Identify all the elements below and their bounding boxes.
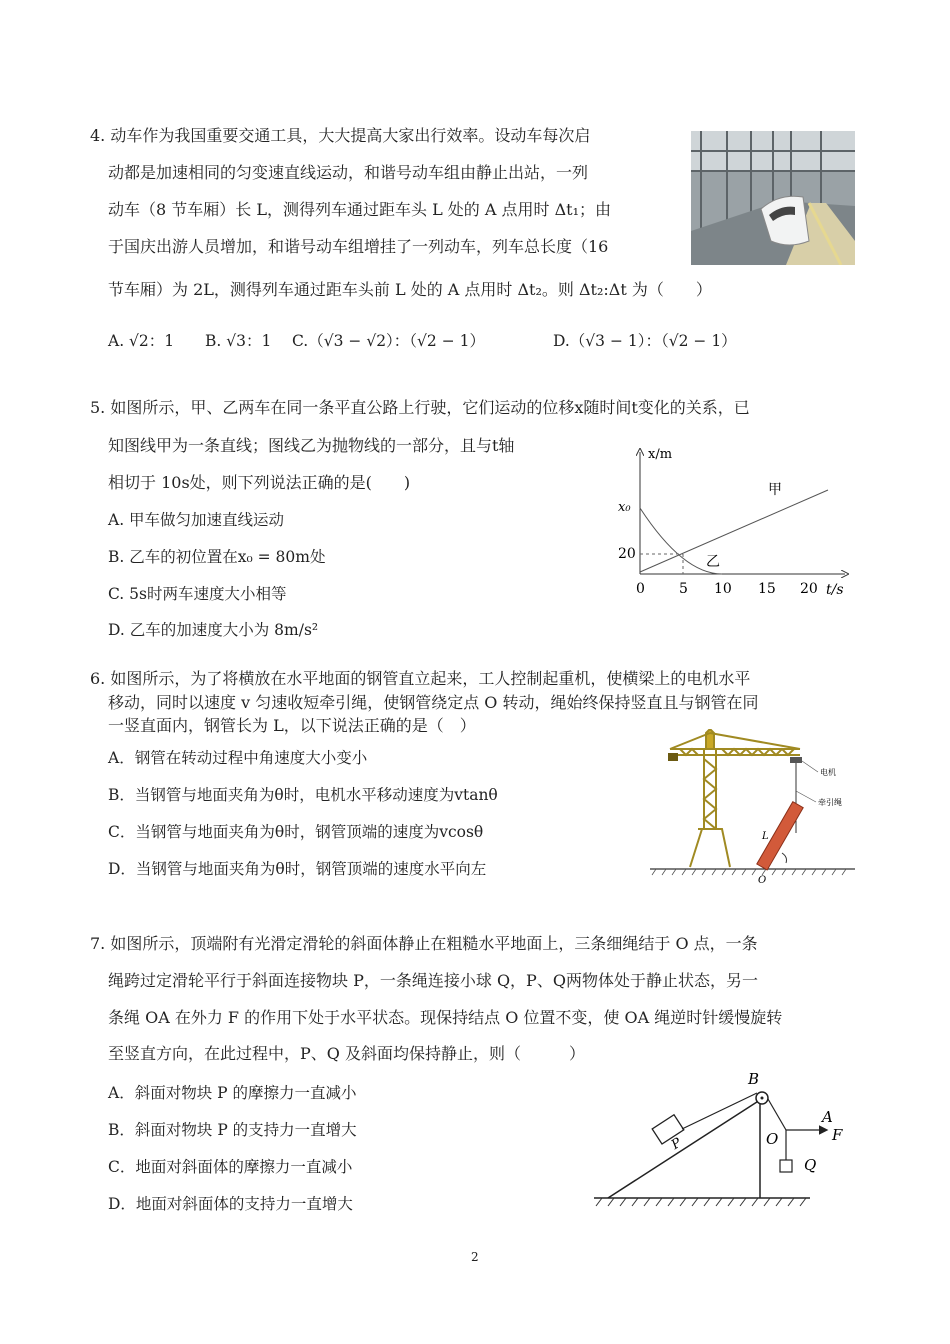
- q7-option-d: D．地面对斜面体的支持力一直增大: [108, 1195, 353, 1213]
- incline: [608, 1100, 760, 1198]
- q7-option-a: A．斜面对物块 P 的摩擦力一直减小: [108, 1084, 357, 1102]
- label-a: A: [822, 1108, 833, 1126]
- q5-line-3: 相切于 10s处，则下列说法正确的是( ): [108, 473, 411, 492]
- q7-option-c: C．地面对斜面体的摩擦力一直减小: [108, 1158, 353, 1176]
- q7-option-b: B．斜面对物块 P 的支持力一直增大: [108, 1121, 357, 1139]
- line-jia: [640, 490, 828, 572]
- length-label: L: [762, 831, 769, 842]
- ball-q: [780, 1160, 792, 1172]
- label-q: Q: [804, 1156, 817, 1174]
- q7-line-1: 7. 如图所示，顶端附有光滑定滑轮的斜面体静止在粗糙水平地面上，三条细绳结于 O 点，一条: [90, 934, 758, 953]
- xtick-5: 5: [679, 581, 688, 597]
- q6-option-a: A．钢管在转动过程中角速度大小变小: [108, 749, 368, 767]
- label-o: O: [766, 1130, 779, 1148]
- label-p: P: [668, 1135, 685, 1153]
- incline-figure: [590, 1068, 860, 1218]
- xlabel: t/s: [826, 582, 844, 598]
- q5-option-a: A. 甲车做匀加速直线运动: [108, 511, 285, 529]
- q4-line-3: 动车（8 节车厢）长 L，测得列车通过距车头 L 处的 A 点用时 Δt₁；由: [108, 200, 611, 219]
- q4-option-b: B. √3：1: [205, 332, 272, 350]
- motor-box: [790, 757, 802, 763]
- series-yi-label: 乙: [706, 554, 720, 570]
- q4-line-4: 于国庆出游人员增加，和谐号动车组增挂了一列动车，列车总长度（16: [108, 237, 609, 256]
- label-b: B: [748, 1070, 760, 1088]
- train-photo: [691, 131, 855, 265]
- rope-label: 牵引绳: [818, 798, 842, 807]
- q4-line-1: 4. 动车作为我国重要交通工具，大大提高大家出行效率。设动车每次启: [90, 126, 591, 145]
- xtick-20: 20: [800, 581, 818, 597]
- counterweight: [668, 753, 678, 761]
- q7-line-3: 条绳 OA 在外力 F 的作用下处于水平状态。现保持结点 O 位置不变，使 OA 绳逆时针缓慢旋转: [108, 1008, 783, 1027]
- xtick-10: 10: [714, 581, 732, 597]
- q7-line-2: 绳跨过定滑轮平行于斜面连接物块 P，一条绳连接小球 Q，P、Q两物体处于静止状态，另一: [108, 971, 758, 990]
- q4-option-d: D.（√3 − 1）：（√2 − 1）: [553, 332, 737, 350]
- ytick-20: 20: [618, 546, 636, 562]
- q6-option-d: D．当钢管与地面夹角为θ时，钢管顶端的速度水平向左: [108, 860, 487, 878]
- q7-line-4: 至竖直方向，在此过程中，P、Q 及斜面均保持静止，则（ ）: [108, 1044, 585, 1063]
- q5-option-b: B. 乙车的初位置在x₀ = 80m处: [108, 548, 326, 566]
- q6-line-1: 6. 如图所示，为了将横放在水平地面的钢管直立起来，工人控制起重机，使横梁上的电机水平: [90, 669, 751, 688]
- page-number: 2: [471, 1250, 479, 1264]
- q6-option-c: C．当钢管与地面夹角为θ时，钢管顶端的速度为vcosθ: [108, 823, 484, 841]
- xtick-15: 15: [758, 581, 776, 597]
- q4-option-c: C.（√3 − √2）：（√2 − 1）: [292, 332, 485, 350]
- series-jia-label: 甲: [768, 482, 782, 498]
- xt-graph: [610, 444, 860, 602]
- q6-line-2: 移动，同时以速度 v 匀速收短牵引绳，使钢管绕定点 O 转动，绳始终保持竖直且与钢管在同: [108, 693, 759, 712]
- label-f: F: [832, 1126, 843, 1144]
- q4-line-2: 动都是加速相同的匀变速直线运动，和谐号动车组由静止出站，一列: [108, 163, 589, 182]
- motor-label: 电机: [820, 768, 836, 777]
- q4-option-a: A. √2：1: [108, 332, 175, 350]
- q6-line-3: 一竖直面内，钢管长为 L，以下说法正确的是（ ）: [108, 716, 476, 735]
- block-p: [652, 1115, 684, 1144]
- q6-option-b: B．当钢管与地面夹角为θ时，电机水平移动速度为vtanθ: [108, 786, 498, 804]
- crane-figure: [650, 729, 860, 885]
- q5-option-c: C. 5s时两车速度大小相等: [108, 585, 287, 603]
- ylabel: x/m: [648, 447, 673, 462]
- q5-line-2: 知图线甲为一条直线；图线乙为抛物线的一部分，且与t轴: [108, 436, 515, 455]
- q5-line-1: 5. 如图所示，甲、乙两车在同一条平直公路上行驶，它们运动的位移x随时间t变化的关系，已: [90, 398, 750, 417]
- pivot-label: O: [758, 875, 767, 885]
- q5-option-d: D. 乙车的加速度大小为 8m/s²: [108, 621, 319, 639]
- xtick-0: 0: [636, 581, 645, 597]
- x0-label: x₀: [618, 500, 631, 515]
- q4-line-5: 节车厢）为 2L，测得列车通过距车头前 L 处的 A 点用时 Δt₂。则 Δt₂:Δt 为（ ）: [108, 280, 712, 299]
